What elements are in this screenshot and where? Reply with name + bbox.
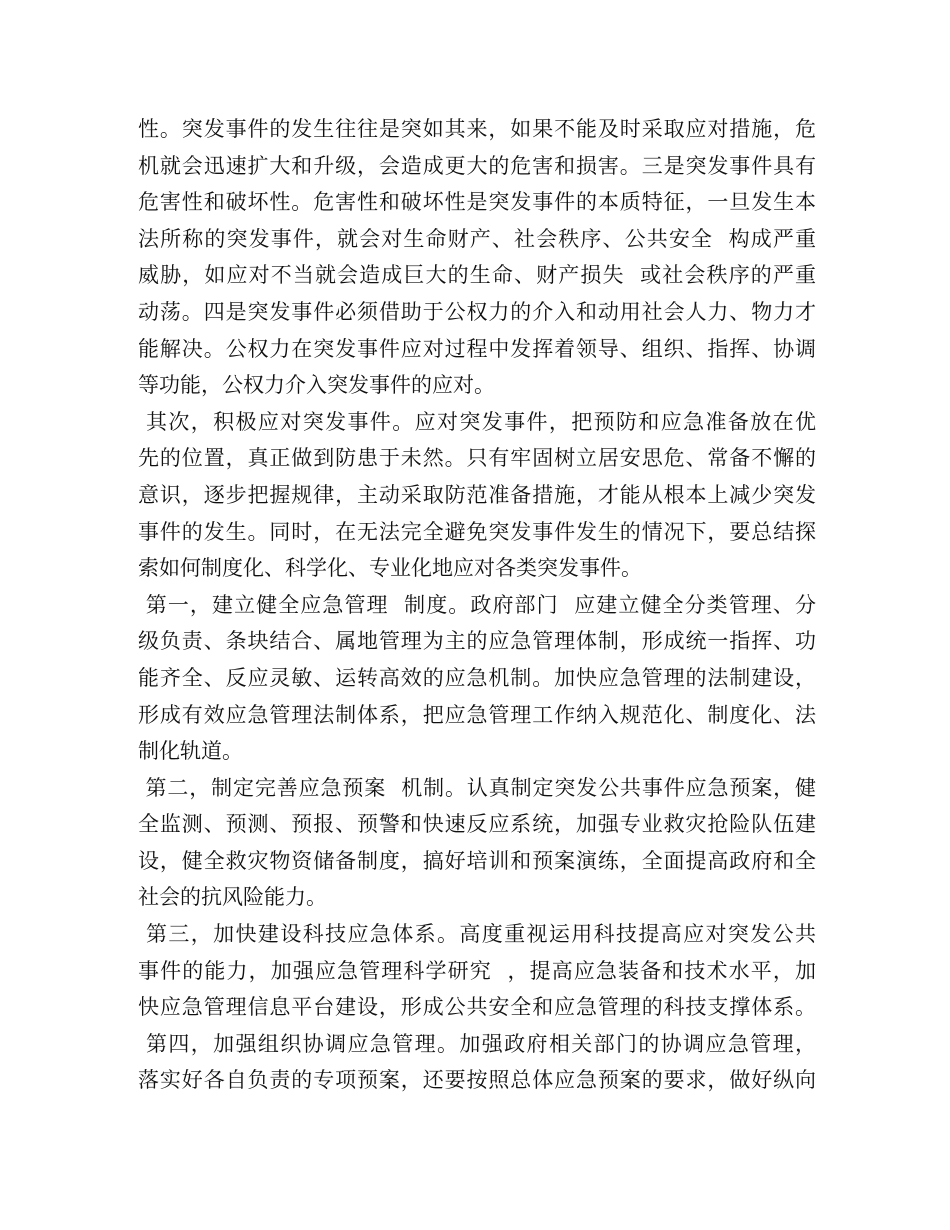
text-line: 性。突发事件的发生往往是突如其来，如果不能及时采取应对措施，危: [138, 117, 816, 141]
text-line: 社会的抗风险能力。: [138, 885, 327, 910]
text-line: 设，健全救灾物资储备制度，搞好培训和预案演练，全面提高政府和全: [138, 848, 816, 873]
text-line: 事件的能力，加强应急管理科学研究 ，提高应急装备和技术水平，加: [138, 958, 816, 983]
text-line: 第三，加快建设科技应急体系。高度重视运用科技提高应对突发公共: [138, 922, 816, 947]
text-line: 事件的发生。同时，在无法完全避免突发事件发生的情况下，要总结探: [138, 519, 816, 544]
text-line: 索如何制度化、科学化、专业化地应对各类突发事件。: [138, 556, 642, 581]
text-line: 制化轨道。: [138, 739, 243, 764]
text-line: 形成有效应急管理法制体系，把应急管理工作纳入规范化、制度化、法: [138, 702, 816, 727]
text-line: 快应急管理信息平台建设，形成公共安全和应急管理的科技支撑体系。: [138, 995, 816, 1020]
document-page: [138, 111, 816, 1099]
text-line: 法所称的突发事件，就会对生命财产、社会秩序、公共安全 构成严重: [138, 226, 816, 251]
text-line: 先的位置，真正做到防患于未然。只有牢固树立居安思危、常备不懈的: [138, 446, 816, 471]
text-line: 危害性和破坏性。危害性和破坏性是突发事件的本质特征，一旦发生本: [138, 190, 816, 215]
text-line: 第一，建立健全应急管理 制度。政府部门 应建立健全分类管理、分: [138, 592, 816, 617]
text-line: 级负责、条块结合、属地管理为主的应急管理体制，形成统一指挥、功: [138, 629, 816, 654]
text-line: 第二，制定完善应急预案 机制。认真制定突发公共事件应急预案，健: [138, 775, 816, 800]
text-line: 意识，逐步把握规律，主动采取防范准备措施，才能从根本上减少突发: [138, 482, 816, 507]
text-line: 动荡。四是突发事件必须借助于公权力的介入和动用社会人力、物力才: [138, 299, 816, 324]
text-line: 能齐全、反应灵敏、运转高效的应急机制。加快应急管理的法制建设，: [138, 665, 816, 690]
text-line: 落实好各自负责的专项预案，还要按照总体应急预案的要求，做好纵向: [138, 1068, 816, 1093]
text-line: 第四，加强组织协调应急管理。加强政府相关部门的协调应急管理，: [138, 1031, 816, 1056]
text-line: 等功能，公权力介入突发事件的应对。: [138, 373, 495, 398]
text-line: 能解决。公权力在突发事件应对过程中发挥着领导、组织、指挥、协调: [138, 336, 816, 361]
text-line: 机就会迅速扩大和升级，会造成更大的危害和损害。三是突发事件具有: [138, 153, 816, 178]
text-line: 其次，积极应对突发事件。应对突发事件，把预防和应急准备放在优: [138, 409, 816, 434]
text-line: 威胁，如应对不当就会造成巨大的生命、财产损失 或社会秩序的严重: [138, 263, 816, 288]
text-line: 全监测、预测、预报、预警和快速反应系统，加强专业救灾抢险队伍建: [138, 812, 816, 837]
